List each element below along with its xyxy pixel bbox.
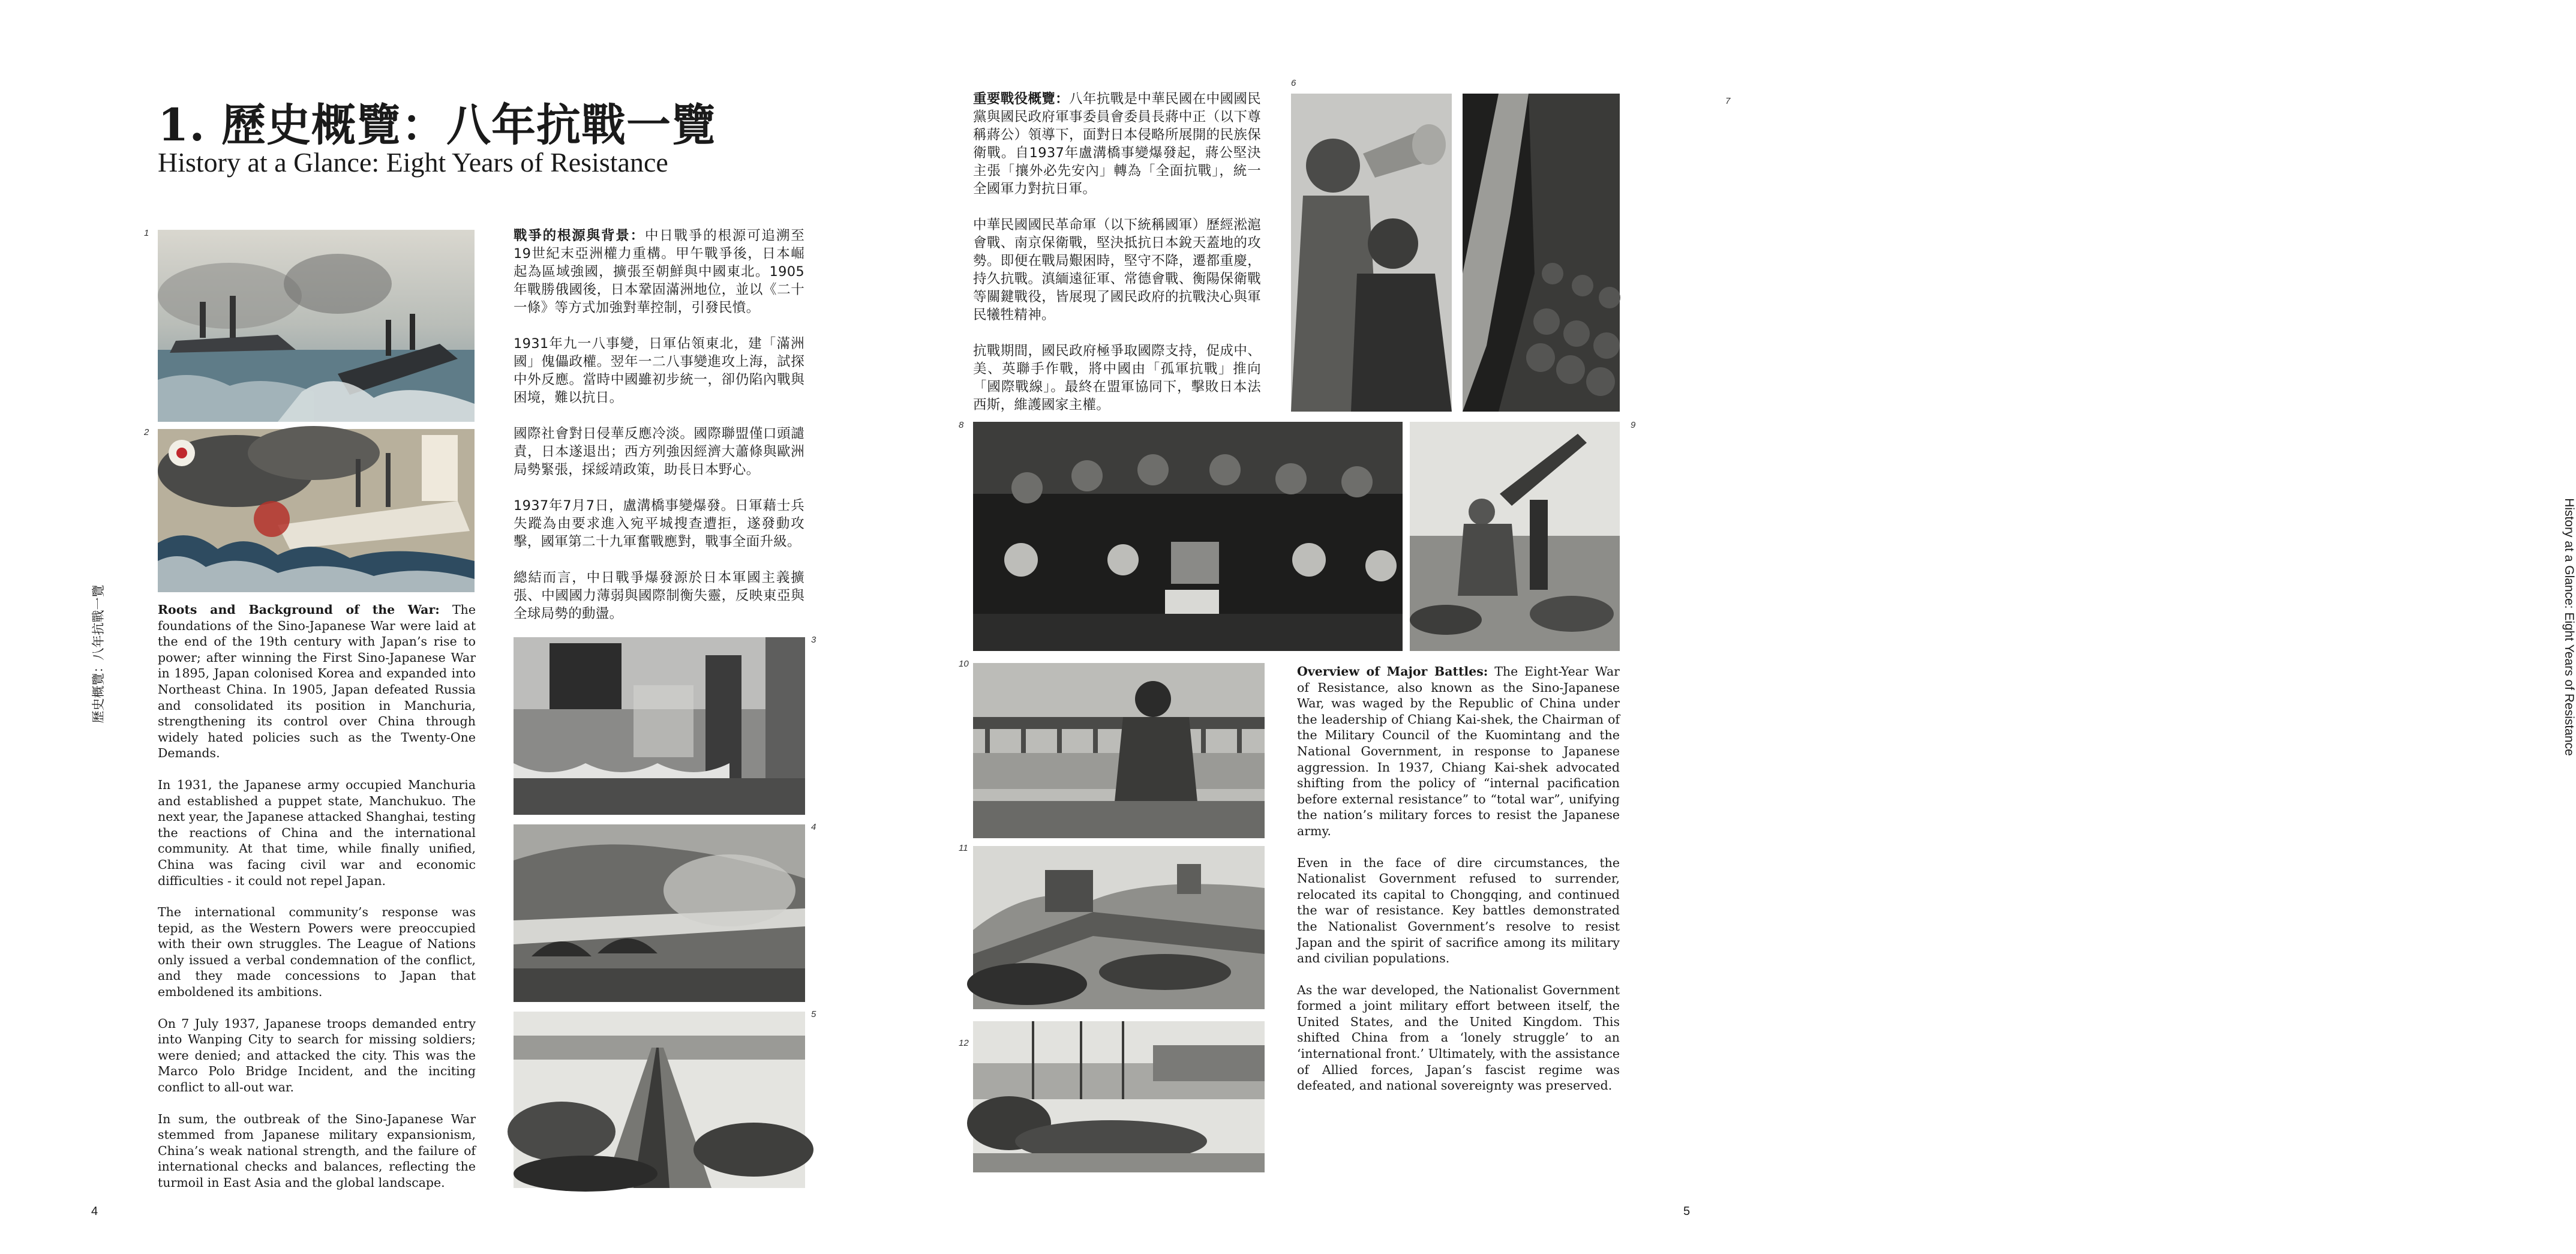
soldier-at-bridge-photo-icon: [973, 663, 1265, 838]
page-title-english: History at a Glance: Eight Years of Resistance: [158, 147, 668, 178]
summary-paragraph-zh: 總結而言，中日戰爭爆發源於日本軍國主義擴張、中國國力薄弱與國際制衡失靈，反映東亞與全球局勢的動盪。: [514, 570, 804, 622]
left-side-running-head: 歷史概覽：八年抗戰一覽: [92, 584, 106, 724]
page-title-chinese: 1. 歷史概覽：八年抗戰一覽: [158, 100, 717, 151]
right-page: [882, 0, 2576, 1254]
marco-polo-paragraph: On 7 July 1937, Japanese troops demanded entry into Wanping City to search for missing soldiers; were denied; and attacked the city. This was the Marco Polo Bridge Incident, and the inciting conflict to all-out war.: [158, 1016, 476, 1095]
roots-heading: Roots and Background of the War:: [158, 602, 440, 617]
page-number-right: 5: [1683, 1205, 1691, 1218]
woodblock-print-battleship-icon: [158, 429, 475, 592]
manchuria-paragraph: In 1931, the Japanese army occupied Manchuria and established a puppet state, Manchukuo. The next year, the Japanese attacked Shanghai, testing the reactions of China and the international community. At that time, while finally unified, China was facing civil war and economic difficulties - it could not repel Japan.: [158, 777, 476, 888]
soldiers-rail-line-photo-icon: [973, 1021, 1265, 1172]
figure-number-1: 1: [144, 228, 149, 238]
right-side-running-head: History at a Glance: Eight Years of Resistance: [2562, 498, 2576, 756]
figure-number-12: 12: [959, 1038, 969, 1048]
international-response-paragraph: The international community’s response was tepid, as the Western Powers were preoccupied with their own struggles. The League of Nations only issued a verbal condemnation of the conflict, and they made concessions to Japan that emboldened its ambitions.: [158, 905, 476, 1000]
battles-paragraph-zh: 八年抗戰是中華民國在中國國民黨與國民政府軍事委員會委員長蔣中正（以下尊稱蔣公）領導下，面對日本侵略所展開的民族保衛戰。自1937年盧溝橋事變爆發起，蔣公堅決主張「攘外必先安內」轉為「全面抗戰」，統一全國軍力對抗日軍。: [973, 91, 1262, 197]
battles-heading: Overview of Major Battles:: [1297, 664, 1488, 679]
figure-number-4: 4: [811, 822, 816, 832]
figure-number-11: 11: [959, 843, 968, 853]
great-wall-battle-photo-icon: [973, 846, 1265, 1009]
anti-aircraft-gun-photo-icon: [1410, 422, 1620, 651]
roots-paragraph: The foundations of the Sino-Japanese War were laid at the end of the 19th century with Japan’s rise to power; after winning the First Sino-Japanese War in 1895, Japan colonised Korea and expanded into Northeast China. In 1905, Japan defeated Russia and consolidated its position in Manchuria, strengthening its control over China through widely hated policies such as the Twenty-One Demands.: [158, 602, 476, 761]
page-number-left: 4: [91, 1205, 98, 1218]
capital-paragraph: Even in the face of dire circumstances, the Nationalist Government refused to surrender, relocated its capital to Chongqing, and continued the war of resistance. Key battles demonstrated the Nationalist Government’s resolve to resist Japan and the spirit of sacrifice among its military and civilian populations.: [1297, 855, 1620, 966]
figure-number-2: 2: [144, 427, 149, 437]
right-english-text-block: [1297, 664, 1620, 1109]
left-page: [0, 0, 882, 1254]
roots-paragraph-zh: 中日戰爭的根源可追溯至19世紀末亞洲權力重構。甲午戰爭後，日本崛起為區域強國，擴張至朝鮮與中國東北。1905年戰勝俄國後，日本鞏固滿洲地位，並以《二十一條》等方式加強對華控制，引發民憤。: [514, 228, 804, 316]
allied-paragraph: As the war developed, the Nationalist Government formed a joint military effort between itself, the United States, and the United Kingdom. This shifted China from a ‘lonely struggle’ to an ‘international front.’ Ultimately, with the assistance of Allied forces, Japan’s fascist regime was defeated, and national sovereignty was preserved.: [1297, 982, 1620, 1093]
figure-number-8: 8: [959, 420, 964, 430]
left-english-text-block: [158, 602, 476, 1207]
hall-with-banners-photo-icon: [514, 637, 805, 815]
officials-meeting-photo-icon: [973, 422, 1403, 651]
summary-paragraph: In sum, the outbreak of the Sino-Japanese War stemmed from Japanese military expansionism, China’s weak national strength, and the failure of international checks and balances, reflecting the turmoil in East Asia and the global landscape.: [158, 1111, 476, 1190]
bridge-ruins-photo-icon: [514, 824, 805, 1002]
capital-paragraph-zh: 中華民國國民革命軍（以下統稱國軍）歷經淞滬會戰、南京保衛戰，堅決抵抗日本銳天蓋地的攻勢。即便在戰局艱困時，堅守不降，遷都重慶，持久抗戰。滇緬遠征軍、常德會戰、衡陽保衛戰等關鍵戰役，皆展現了國民政府的抗戰決心與軍民犧牲精神。: [973, 217, 1261, 323]
battles-heading-zh: 重要戰役概覽：: [973, 91, 1070, 107]
battles-paragraph: The Eight-Year War of Resistance, also known as the Sino-Japanese War, was waged by the Republic of China under the leadership of Chiang Kai-shek, the Chairman of the Military Council of the Kuomintang and the National Government, in response to Japanese aggression. In 1937, Chiang Kai-shek advocated shifting from the policy of “internal pacification before external resistance” to “total war”, unifying the nation’s military forces to resist the Japanese army.: [1297, 664, 1620, 838]
figure-number-10: 10: [959, 659, 969, 669]
railway-soldiers-photo-icon: [514, 1012, 805, 1188]
left-chinese-text-block: [514, 227, 804, 641]
figure-number-9: 9: [1631, 420, 1636, 430]
roots-heading-zh: 戰爭的根源與背景：: [514, 228, 645, 244]
figure-number-6: 6: [1291, 78, 1296, 88]
naval-battle-painting-icon: [158, 230, 475, 422]
allied-paragraph-zh: 抗戰期間，國民政府極爭取國際支持，促成中、美、英聯手作戰，將中國由「孤軍抗戰」推向「國際戰線」。最終在盟軍協同下，擊敗日本法西斯，維護國家主權。: [973, 343, 1261, 413]
international-response-paragraph-zh: 國際社會對日侵華反應冷淡。國際聯盟僅口頭譴責，日本遂退出；西方列強因經濟大蕭條與歐洲局勢緊張，採綏靖政策，助長日本野心。: [514, 426, 804, 478]
figure-number-7: 7: [1725, 96, 1731, 106]
manchuria-paragraph-zh: 1931年九一八事變，日軍佔領東北，建「滿洲國」傀儡政權。翌年一二八事變進攻上海，試探中外反應。當時中國雖初步統一，卻仍陷內戰與困境，難以抗日。: [514, 336, 804, 406]
marco-polo-paragraph-zh: 1937年7月7日，盧溝橋事變爆發。日軍藉士兵失蹤為由要求進入宛平城搜查遭拒，遂發動攻擊，國軍第二十九軍奮戰應對，戰事全面升級。: [514, 498, 804, 550]
right-chinese-text-block: [973, 90, 1261, 432]
figure-number-3: 3: [811, 635, 816, 645]
soldiers-bugle-photo-icon: [1291, 94, 1452, 412]
figure-number-5: 5: [811, 1009, 816, 1019]
great-wall-troops-photo-icon: [1463, 94, 1620, 412]
